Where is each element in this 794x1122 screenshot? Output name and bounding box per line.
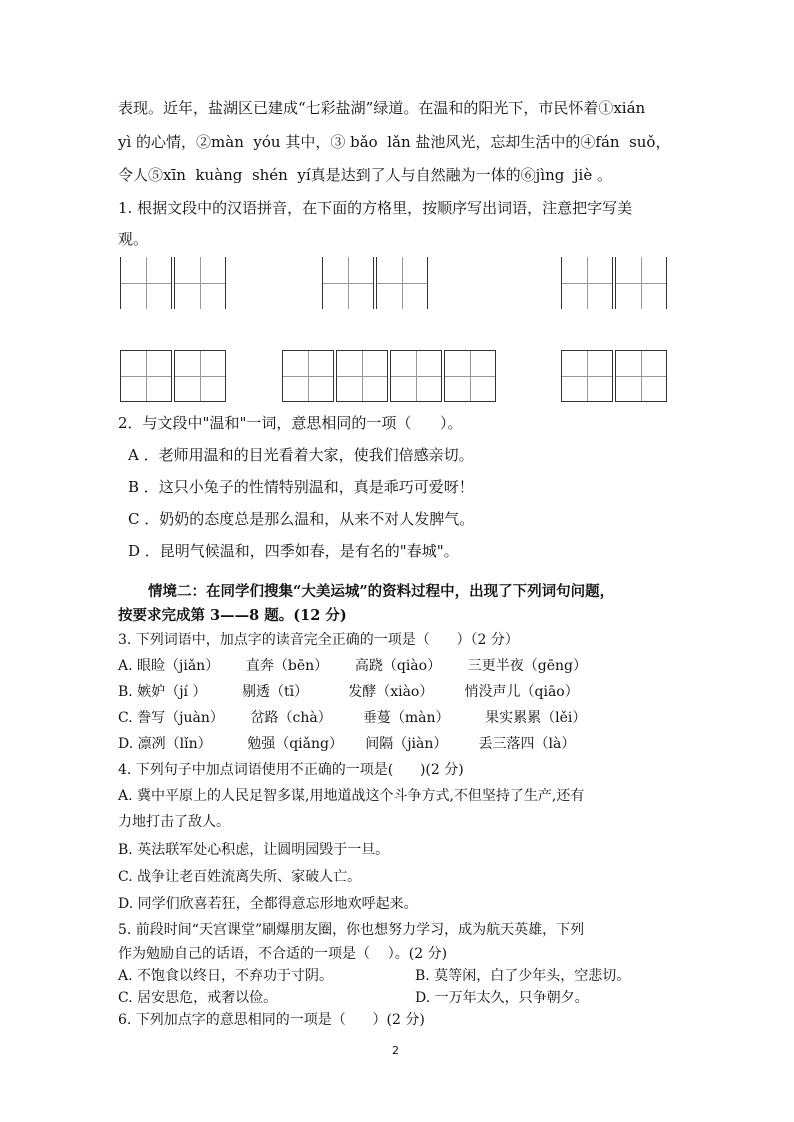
page-number: 2 [392,1044,399,1057]
writing-grid-6[interactable] [561,350,669,402]
grid-cell[interactable] [376,257,428,309]
q1-stem-line-2: 观。 [118,230,149,248]
grid-cell[interactable] [322,257,374,309]
passage-line-3: 令人⑤xīn kuàng shén yí真是达到了人与自然融为一体的⑥jìng jiè 。 [118,166,612,184]
grid-cell[interactable] [174,257,226,309]
q3-option-b[interactable]: B. 嫉妒（jí ） 剔透（tī） 发酵（xiào） 悄没声儿（qiāo） [118,684,579,700]
q1-stem-line-1: 1. 根据文段中的汉语拼音，在下面的方格里，按顺序写出词语，注意把字写美 [118,199,633,217]
situation2-line-2: 按要求完成第 3——8 题。(12 分) [118,607,347,624]
writing-grid-1[interactable] [120,257,228,309]
q5-option-b[interactable]: B. 莫等闲，白了少年头，空悲切。 [415,968,631,984]
q4-option-d[interactable]: D. 同学们欣喜若狂，全都得意忘形地欢呼起来。 [118,896,418,912]
writing-grid-5[interactable] [282,350,498,402]
q5-option-d[interactable]: D. 一万年太久，只争朝夕。 [415,990,589,1006]
passage-line-1: 表现。近年，盐湖区已建成“七彩盐湖”绿道。在温和的阳光下，市民怀着①xián [118,99,646,117]
q2-option-d[interactable]: D ．昆明气候温和，四季如春，是有名的"春城"。 [128,542,459,560]
grid-cell[interactable] [120,257,172,309]
q2-stem: 2．与文段中"温和"一词，意思相同的一项（ ）。 [118,414,463,432]
grid-cell[interactable] [120,350,172,402]
grid-cell[interactable] [174,350,226,402]
q5-option-c[interactable]: C. 居安思危，戒奢以俭。 [118,990,278,1006]
grid-cell[interactable] [390,350,442,402]
q5-option-a[interactable]: A. 不饱食以终日，不弃功于寸阴。 [118,968,334,984]
grid-cell[interactable] [615,257,667,309]
grid-cell[interactable] [561,350,613,402]
grid-cell[interactable] [444,350,496,402]
q2-option-c[interactable]: C ．奶奶的态度总是那么温和，从来不对人发脾气。 [128,510,475,528]
situation2-line-1: 情境二：在同学们搜集“大美运城”的资料过程中，出现了下列词句问题， [148,583,615,600]
q4-option-b[interactable]: B. 英法联军处心积虑，让圆明园毁于一旦。 [118,842,390,858]
passage-line-2: yì 的心情，②màn yóu 其中，③ bǎo lǎn 盐池风光，忘却生活中的④fán suǒ， [118,133,671,151]
q4-option-c[interactable]: C. 战争让老百姓流离失所、家破人亡。 [118,869,362,885]
q6-stem: 6. 下列加点字的意思相同的一项是（ ）(2 分) [118,1012,425,1028]
q3-stem: 3. 下列词语中，加点字的读音完全正确的一项是（ ）（2 分） [118,632,519,648]
q3-option-d[interactable]: D. 凛冽（lǐn） 勉强（qiǎng） 间隔（jiàn） 丢三落四（là） [118,736,576,752]
q4-option-a-line-1[interactable]: A. 冀中平原上的人民足智多谋,用地道战这个斗争方式,不但坚持了生产,还有 [118,788,585,804]
grid-cell[interactable] [561,257,613,309]
writing-grid-2[interactable] [322,257,430,309]
q3-option-c[interactable]: C. 誊写（juàn） 岔路（chà） 垂蔓（màn） 果实累累（lěi） [118,710,587,726]
q4-stem: 4. 下列句子中加点词语使用不正确的一项是( )(2 分) [118,762,464,778]
grid-cell[interactable] [282,350,334,402]
writing-grid-4[interactable] [120,350,228,402]
grid-cell[interactable] [336,350,388,402]
grid-cell[interactable] [615,350,667,402]
q2-option-a[interactable]: A ．老师用温和的目光看着大家，使我们倍感亲切。 [128,446,474,464]
q4-option-a-line-2[interactable]: 力地打击了敌人。 [118,814,230,830]
q3-option-a[interactable]: A. 眼睑（jiǎn） 直奔（bēn） 高跷（qiào） 三更半夜（gēng） [118,658,587,674]
q5-stem-line-2: 作为勉励自己的话语，不合适的一项是（ ）。(2 分) [118,946,448,962]
writing-grid-3[interactable] [561,257,669,309]
q2-option-b[interactable]: B ．这只小兔子的性情特别温和，真是乖巧可爱呀！ [128,478,474,496]
q5-stem-line-1: 5. 前段时间“天宫课堂”刷爆朋友圈，你也想努力学习，成为航天英雄，下列 [118,922,585,938]
